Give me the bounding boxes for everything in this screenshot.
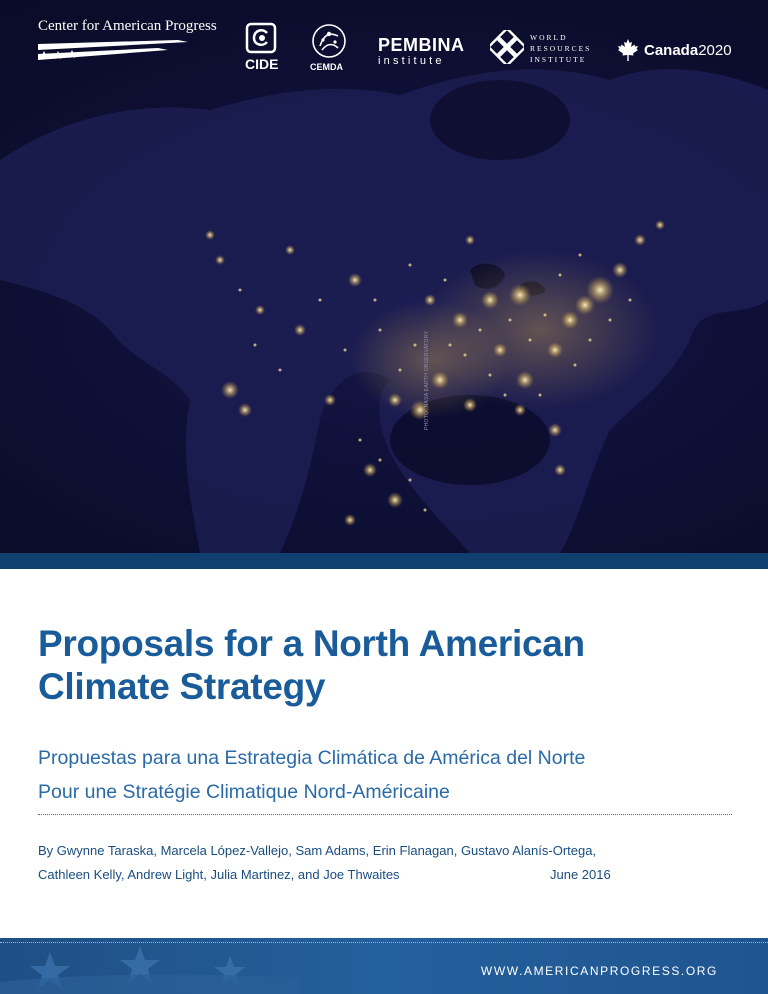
authors-line-2: Cathleen Kelly, Andrew Light, Julia Martinez, and Joe Thwaites <box>38 867 400 882</box>
report-title <box>38 622 718 708</box>
wri-line-2: RESOURCES <box>530 44 592 53</box>
pembina-logo-sub: institute <box>378 55 445 67</box>
subtitle-french: Pour une Stratégie Climatique Nord-Américaine <box>38 781 450 803</box>
authors-line-1: By Gwynne Taraska, Marcela López-Vallejo, Sam Adams, Erin Flanagan, Gustavo Alanís-Ortega, <box>38 843 597 858</box>
report-title-line-1: Proposals for a North American <box>38 623 585 664</box>
divider-band <box>0 553 768 569</box>
wri-logo-text <box>530 32 591 65</box>
canada2020-logo[interactable] <box>616 38 736 64</box>
flag-stripes-icon <box>38 40 188 64</box>
website-link[interactable]: WWW.AMERICANPROGRESS.ORG <box>480 964 718 978</box>
wri-line-1: WORLD <box>530 33 568 42</box>
cap-logo-text: Center for American Progress <box>38 18 217 34</box>
wri-emblem-icon <box>490 30 524 64</box>
maple-leaf-icon <box>616 38 640 62</box>
cemda-emblem-icon <box>310 22 348 60</box>
canada2020-num: 2020 <box>698 42 732 59</box>
report-title-line-2: Climate Strategy <box>38 666 326 707</box>
pembina-logo[interactable] <box>378 36 468 70</box>
wri-line-3: INSTITUTE <box>530 55 587 64</box>
cemda-logo-text: CEMDA <box>310 62 343 72</box>
canada2020-text <box>644 42 732 59</box>
partner-logos <box>0 0 768 80</box>
cap-logo[interactable] <box>38 18 228 68</box>
footer-band <box>0 938 768 994</box>
photo-credit: PHOTO: NASA EARTH OBSERVATORY <box>424 330 430 430</box>
wri-logo[interactable] <box>490 30 600 70</box>
dotted-separator <box>38 814 732 815</box>
cide-logo-text: CIDE <box>245 56 279 72</box>
publication-date: June 2016 <box>550 867 611 882</box>
footer-stars-icon <box>0 938 300 994</box>
cide-emblem-icon <box>245 22 277 54</box>
cemda-logo[interactable] <box>310 22 354 74</box>
subtitle-spanish: Propuestas para una Estrategia Climática de América del Norte <box>38 747 586 769</box>
canada2020-bold: Canada <box>644 42 699 59</box>
cide-logo[interactable] <box>245 22 285 74</box>
pembina-logo-name: PEMBINA <box>378 35 465 55</box>
